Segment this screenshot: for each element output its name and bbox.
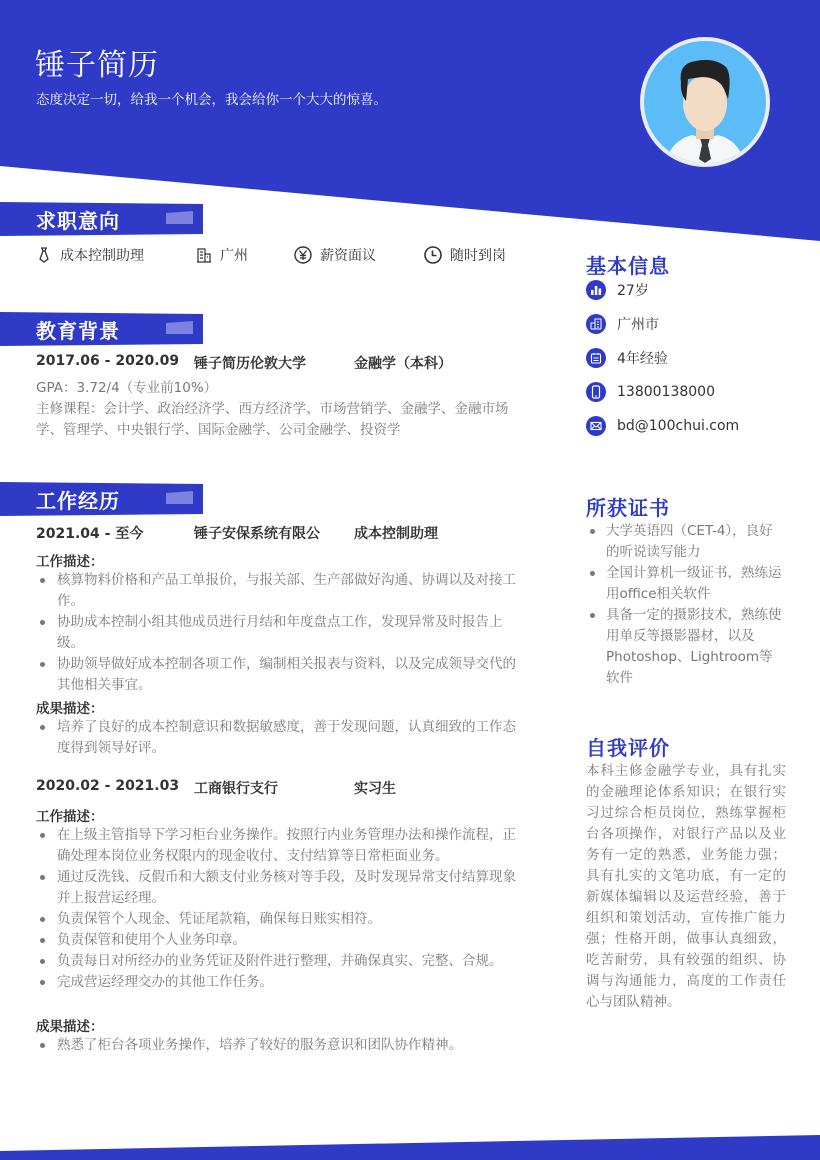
job-result-list bbox=[36, 1035, 516, 1056]
job-company: 工商银行支行 bbox=[194, 781, 278, 797]
list-item: 负责每日对所经办的业务凭证及附件进行整理，并确保真实、完整、合规。 bbox=[36, 951, 516, 972]
intention-item-city: 广州 bbox=[196, 245, 248, 265]
section-title: 教育背景 bbox=[36, 319, 120, 343]
section-title: 求职意向 bbox=[36, 209, 120, 233]
education-period: 2017.06 - 2020.09 bbox=[36, 353, 180, 369]
list-item: 具备一定的摄影技术，熟练使用单反等摄影器材，以及Photoshop、Lightroom等软件 bbox=[586, 605, 786, 689]
job-period: 2020.02 - 2021.03 bbox=[36, 778, 180, 794]
section-label-intention bbox=[0, 202, 203, 234]
job-desc-list bbox=[36, 825, 516, 993]
basic-info-title: 基本信息 bbox=[586, 254, 670, 278]
calendar-icon bbox=[586, 348, 606, 368]
intention-item-salary: 薪资面议 bbox=[294, 245, 376, 265]
job-desc-list bbox=[36, 570, 516, 696]
list-item: 协助成本控制小组其他成员进行月结和年度盘点工作，发现异常及时报告上级。 bbox=[36, 612, 516, 654]
list-item: 在上级主管指导下学习柜台业务操作。按照行内业务管理办法和操作流程，正确处理本岗位业务权限内的现金收付、支付结算等日常柜面业务。 bbox=[36, 825, 516, 867]
info-item-email: bd@100chui.com bbox=[586, 416, 739, 436]
intention-item-availability: 随时到岗 bbox=[424, 245, 506, 265]
education-gpa: GPA：3.72/4（专业前10%） bbox=[36, 380, 218, 396]
list-item: 大学英语四（CET-4），良好的听说读写能力 bbox=[586, 521, 786, 563]
info-item-experience: 4年经验 bbox=[586, 348, 668, 368]
phone-icon bbox=[586, 382, 606, 402]
list-item: 培养了良好的成本控制意识和数据敏感度，善于发现问题，认真细致的工作态度得到领导好评。 bbox=[36, 717, 516, 759]
yen-icon bbox=[294, 246, 312, 264]
avatar bbox=[640, 37, 770, 167]
job-position: 实习生 bbox=[354, 781, 396, 797]
section-title: 工作经历 bbox=[36, 489, 120, 513]
info-item-phone: 13800138000 bbox=[586, 382, 715, 402]
intention-item-position: 成本控制助理 bbox=[36, 245, 144, 265]
job-result-label: 成果描述： bbox=[36, 1019, 104, 1035]
list-item: 协助领导做好成本控制各项工作，编制相关报表与资料，以及完成领导交代的其他相关事宜。 bbox=[36, 654, 516, 696]
self-eval-title: 自我评价 bbox=[586, 736, 670, 760]
list-item: 通过反洗钱、反假币和大额支付业务核对等手段，及时发现异常支付结算现象并上报营运经理。 bbox=[36, 867, 516, 909]
job-result-label: 成果描述： bbox=[36, 701, 104, 717]
tie-icon bbox=[36, 247, 52, 263]
job-desc-label: 工作描述： bbox=[36, 809, 104, 825]
education-major: 金融学（本科） bbox=[354, 356, 452, 372]
section-label-work bbox=[0, 482, 203, 514]
list-item: 负责保管个人现金、凭证尾款箱，确保每日账实相符。 bbox=[36, 909, 516, 930]
education-courses: 主修课程：会计学、政治经济学、西方经济学、市场营销学、金融学、金融市场学、管理学、中央银行学、国际金融学、公司金融学、投资学 bbox=[36, 401, 509, 438]
mail-icon bbox=[586, 416, 606, 436]
job-position: 成本控制助理 bbox=[354, 526, 438, 542]
avatar-man-icon bbox=[644, 41, 766, 163]
building-icon bbox=[586, 314, 606, 334]
job-company: 锤子安保系统有限公 bbox=[194, 526, 320, 542]
list-item: 全国计算机一级证书，熟练运用office相关软件 bbox=[586, 563, 786, 605]
list-item: 完成营运经理交办的其他工作任务。 bbox=[36, 972, 516, 993]
section-label-education bbox=[0, 312, 203, 344]
list-item: 核算物料价格和产品工单报价，与报关部、生产部做好沟通、协调以及对接工作。 bbox=[36, 570, 516, 612]
job-period: 2021.04 - 至今 bbox=[36, 526, 144, 542]
info-item-city: 广州市 bbox=[586, 314, 659, 334]
self-eval-text: 本科主修金融学专业，具有扎实的金融理论体系知识；在银行实习过综合柜员岗位，熟练掌握柜台各项操作，对银行产品以及业务有一定的熟悉，业务能力强；具有扎实的文笔功底，有一定的新媒体编辑以及运营经验，善于组织和策划活动，宣传推广能力强；性格开朗，做事认真细致，吃苦耐劳，具有较强的组织、协调与沟通能力，高度的工作责任心与团队精神。 bbox=[586, 763, 786, 1010]
footer-background bbox=[0, 1130, 820, 1160]
education-school: 锤子简历伦敦大学 bbox=[194, 356, 306, 372]
list-item: 熟悉了柜台各项业务操作，培养了较好的服务意识和团队协作精神。 bbox=[36, 1035, 516, 1056]
list-item: 负责保管和使用个人业务印章。 bbox=[36, 930, 516, 951]
resume-motto: 态度决定一切，给我一个机会，我会给你一个大大的惊喜。 bbox=[36, 92, 387, 108]
resume-name: 锤子简历 bbox=[35, 48, 159, 83]
bar-chart-icon bbox=[586, 280, 606, 300]
job-desc-label: 工作描述： bbox=[36, 554, 104, 570]
clock-icon bbox=[424, 246, 442, 264]
building-icon bbox=[196, 247, 212, 263]
certificates-title: 所获证书 bbox=[586, 496, 670, 520]
info-item-age: 27岁 bbox=[586, 280, 649, 300]
job-result-list bbox=[36, 717, 516, 759]
certificates-list bbox=[586, 521, 786, 689]
